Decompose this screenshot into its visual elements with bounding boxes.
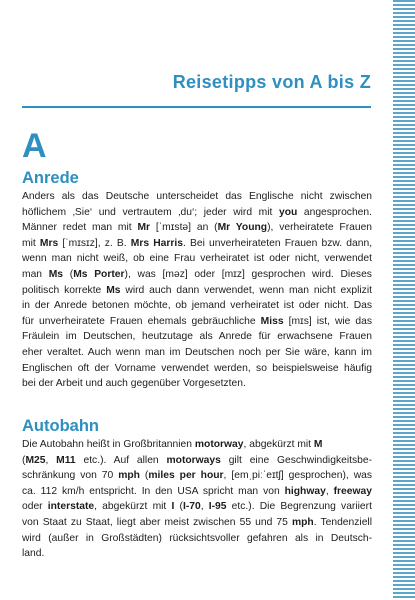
body-line bbox=[22, 298, 372, 314]
body-text-run: höflichem ‚Sie‘ und vertrautem ‚du‘; jeder wird mit bbox=[22, 206, 279, 218]
body-text-run: [mɪs] ist, wie das bbox=[283, 315, 373, 327]
body-text-run: für unverheiratete Frauen ehemals gebräuchliche bbox=[22, 315, 261, 327]
body-text-run: , bbox=[45, 454, 57, 466]
body-text-run: etc.). Die Begrenzung variiert bbox=[226, 501, 372, 513]
body-text-run: bei der Arbeit und auch gegenüber Vorgesetzten. bbox=[22, 378, 246, 390]
body-text-run: , bbox=[325, 485, 334, 497]
body-line bbox=[22, 546, 372, 562]
term-highlight: M bbox=[313, 439, 323, 450]
term-highlight: Ms bbox=[48, 268, 64, 280]
body-text-run: ca. 112 km/h entspricht. In den USA spricht man von bbox=[22, 485, 285, 497]
body-line bbox=[22, 453, 372, 469]
term-highlight: M11 bbox=[56, 454, 76, 466]
body-line bbox=[22, 484, 372, 500]
body-text-run: Männer redet man mit bbox=[22, 222, 138, 234]
term-highlight: highway bbox=[284, 485, 326, 497]
body-line bbox=[22, 283, 372, 299]
body-text-run: ( bbox=[63, 268, 74, 280]
body-text-run: , bbox=[200, 501, 209, 513]
body-text-run: land. bbox=[22, 548, 45, 560]
term-highlight: motorways bbox=[166, 454, 221, 466]
body-line bbox=[22, 361, 372, 377]
section-title-autobahn: Autobahn bbox=[22, 417, 99, 435]
decorative-stripe-bar bbox=[393, 0, 415, 600]
chapter-header: Reisetipps von A bis Z bbox=[172, 72, 371, 92]
header-divider bbox=[22, 106, 371, 108]
body-text-run: Anders als das Deutsche unterscheidet das Englische nicht zwischen bbox=[22, 191, 373, 202]
body-text-run: ), was [məz] oder [mɪz] gesprochen wird. Dieses bbox=[124, 268, 372, 280]
term-highlight: interstate bbox=[47, 501, 95, 513]
body-text-run: , abgekürzt mit bbox=[243, 439, 314, 450]
body-line bbox=[22, 499, 372, 515]
body-line bbox=[22, 376, 372, 392]
body-line bbox=[22, 345, 372, 361]
term-highlight: Ms bbox=[106, 284, 121, 296]
body-text-run: mit bbox=[22, 237, 40, 249]
term-highlight: M25 bbox=[25, 454, 46, 466]
term-highlight: Mrs bbox=[39, 237, 59, 249]
body-text-run: von Staat zu Staat, liegt aber meist zwischen 55 und 75 bbox=[22, 516, 292, 528]
body-text-run: politisch korrekte bbox=[22, 284, 107, 296]
term-highlight: you bbox=[278, 206, 298, 218]
body-text-run: [ˈmɪstə] an ( bbox=[150, 222, 218, 234]
body-line bbox=[22, 267, 372, 283]
body-line bbox=[22, 189, 372, 205]
body-text-run: wird auch dann verwendet, wenn man nicht explizit bbox=[120, 284, 372, 296]
term-highlight: mph bbox=[118, 470, 140, 482]
term-highlight: Ms Porter bbox=[73, 268, 125, 280]
body-line bbox=[22, 205, 372, 221]
body-line bbox=[22, 437, 372, 453]
body-line bbox=[22, 468, 372, 484]
body-line bbox=[22, 531, 372, 547]
section-body-autobahn bbox=[22, 437, 372, 562]
term-highlight: motorway bbox=[194, 439, 244, 450]
term-highlight: I-70 bbox=[182, 501, 201, 513]
term-highlight: Mrs Harris bbox=[130, 237, 183, 249]
section-title-anrede: Anrede bbox=[22, 169, 79, 187]
body-text-run: schränkung von 70 bbox=[22, 470, 119, 482]
section-body-anrede bbox=[22, 189, 372, 392]
body-text-run: oder bbox=[22, 501, 48, 513]
term-highlight: Mr Young bbox=[217, 222, 268, 234]
term-highlight: miles per hour bbox=[148, 470, 224, 482]
body-line bbox=[22, 314, 372, 330]
body-line bbox=[22, 220, 372, 236]
body-line bbox=[22, 515, 372, 531]
body-text-run: eher veraltet. Auch wenn man im Deutschen noch per Sie wäre, kann im bbox=[22, 346, 372, 358]
term-highlight: freeway bbox=[333, 485, 372, 497]
body-line bbox=[22, 329, 372, 345]
body-text-run: wird (außer in Großstädten) rücksichtsvoller gefahren als in Deutsch- bbox=[22, 532, 373, 544]
term-highlight: Mr bbox=[137, 222, 151, 234]
body-text-run: . Bei unverheirateten Frauen bzw. dann, bbox=[183, 237, 373, 249]
body-line bbox=[22, 236, 372, 252]
body-text-run: man bbox=[22, 268, 49, 280]
body-text-run: ( bbox=[139, 470, 149, 482]
body-text-run: angesprochen. bbox=[297, 206, 372, 218]
body-text-run: ( bbox=[174, 501, 183, 513]
body-text-run: ( bbox=[22, 454, 26, 466]
body-text-run: etc.). Auf allen bbox=[75, 454, 167, 466]
body-text-run: ), verheiratete Frauen bbox=[267, 222, 373, 234]
body-line bbox=[22, 251, 372, 267]
body-text-run: , [emˌpiːˈeɪtʃ] gesprochen), was bbox=[223, 470, 373, 482]
term-highlight: Miss bbox=[260, 315, 284, 327]
body-text-run: Die Autobahn heißt in Großbritannien bbox=[22, 439, 195, 450]
body-text-run: [ˈmɪsɪz], z. B. bbox=[58, 237, 131, 249]
term-highlight: I bbox=[171, 501, 175, 513]
body-text-run: Fräulein im Deutschen, heutzutage als Anrede für erwachsene Frauen bbox=[22, 331, 372, 343]
body-text-run: in der Anrede betonen möchte, ob jemand verheiratet ist oder nicht. Das bbox=[22, 300, 372, 312]
section-letter: A bbox=[22, 127, 47, 165]
body-text-run: , abgekürzt mit bbox=[94, 501, 172, 513]
body-text-run: gilt eine Geschwindigkeitsbe- bbox=[220, 454, 373, 466]
term-highlight: mph bbox=[291, 516, 314, 528]
body-text-run: . Tendenziell bbox=[313, 516, 373, 528]
body-text-run: Englischen oft der Vorname verwendet werden, so beispielsweise häufig bbox=[22, 362, 373, 374]
term-highlight: I-95 bbox=[208, 501, 227, 513]
body-text-run: wenn man nicht weiß, ob eine Frau verheiratet ist oder nicht, verwendet bbox=[22, 253, 372, 265]
